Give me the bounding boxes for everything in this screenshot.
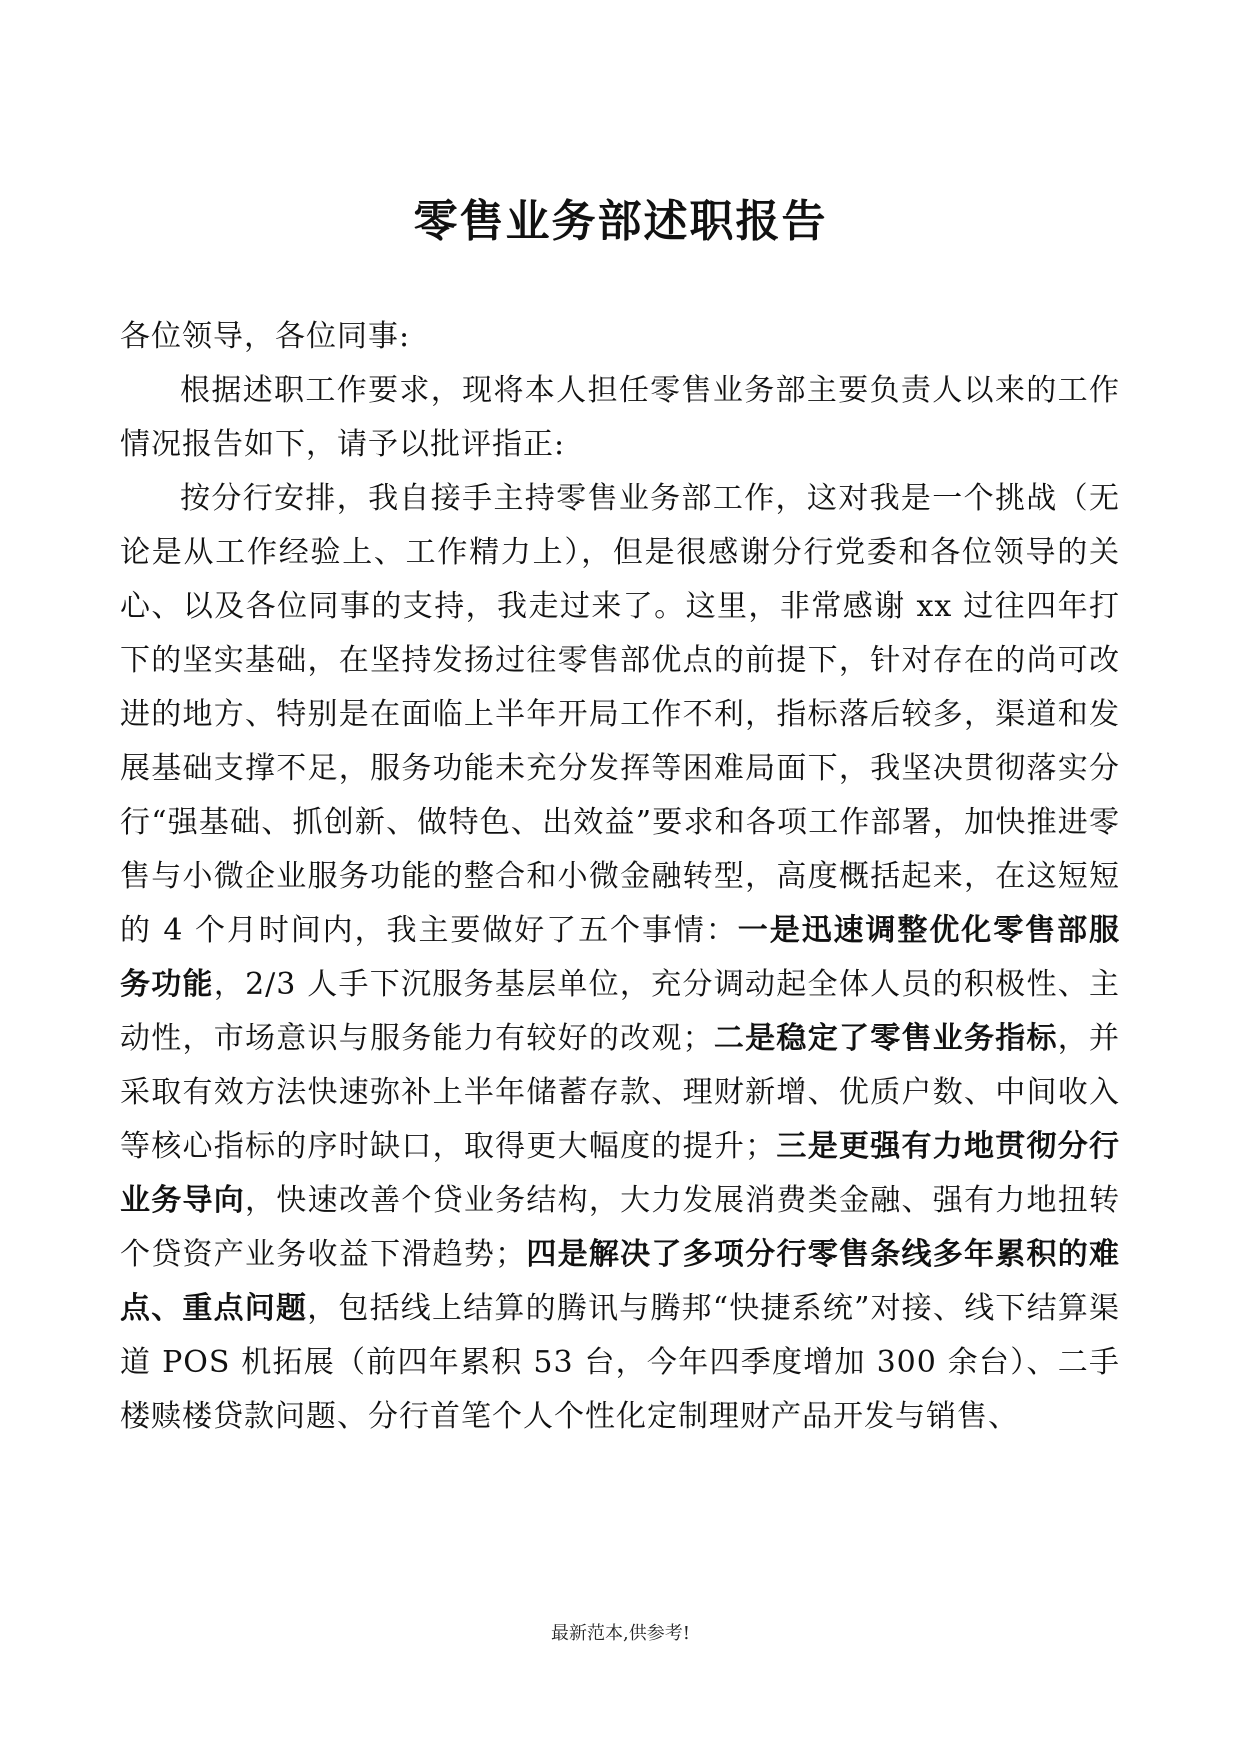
paragraph-text: ，2/3 人手下沉服务基层单位，充分调动起全体人员的积极性、主动性，市场意识与服务能力有较好的改观； (120, 967, 1120, 1056)
document-body (120, 310, 1120, 1444)
main-paragraph (120, 472, 1120, 1444)
paragraph-text: ，并采取有效方法快速弥补上半年储蓄存款、理财新增、优质户数、中间收入等核心指标的序时缺口，取得更大幅度的提升； (120, 1021, 1121, 1164)
page-title: 零售业务部述职报告 (413, 196, 828, 247)
paragraph-text: ，快速改善个贷业务结构，大力发展消费类金融、强有力地扭转个贷资产业务收益下滑趋势； (120, 1183, 1121, 1272)
key-point-3: 三是更强有力地贯彻分行业务导向 (120, 1129, 1121, 1218)
key-point-1: 一是迅速调整优化零售部服务功能 (120, 913, 1120, 1002)
salutation: 各位领导，各位同事: (120, 319, 411, 354)
paragraph-text: ，包括线上结算的腾讯与腾邦“快捷系统”对接、线下结算渠道 POS 机拓展（前四年累积 53 台，今年四季度增加 300 余台）、二手楼赎楼贷款问题、分行首笔个人个性化定制理财产品开发与销售、 (120, 1291, 1120, 1434)
key-point-2: 二是稳定了零售业务指标 (713, 1021, 1058, 1056)
key-point-4: 四是解决了多项分行零售条线多年累积的难点、重点问题 (120, 1237, 1121, 1326)
intro-paragraph: 根据述职工作要求，现将本人担任零售业务部主要负责人以来的工作情况报告如下，请予以批评指正: (120, 373, 1120, 462)
paragraph-text: 按分行安排，我自接手主持零售业务部工作，这对我是一个挑战（无论是从工作经验上、工作精力上），但是很感谢分行党委和各位领导的关心、以及各位同事的支持，我走过来了。这里，非常感谢 xx 过往四年打下的坚实基础，在坚持发扬过往零售部优点的前提下，针对存在的尚可改进的地方、特别是在面临上半年开局工作不利，指标落后较多，渠道和发展基础支撑不足，服务功能未充分发挥等困难局面下，我坚决贯彻落实分行“强基础、抓创新、做特色、出效益”要求和各项工作部署，加快推进零售与小微企业服务功能的整合和小微金融转型，高度概括起来，在这短短的 4 个月时间内，我主要做好了五个事情： (120, 481, 1120, 948)
page-footer: 最新范本,供参考! (551, 1623, 690, 1644)
